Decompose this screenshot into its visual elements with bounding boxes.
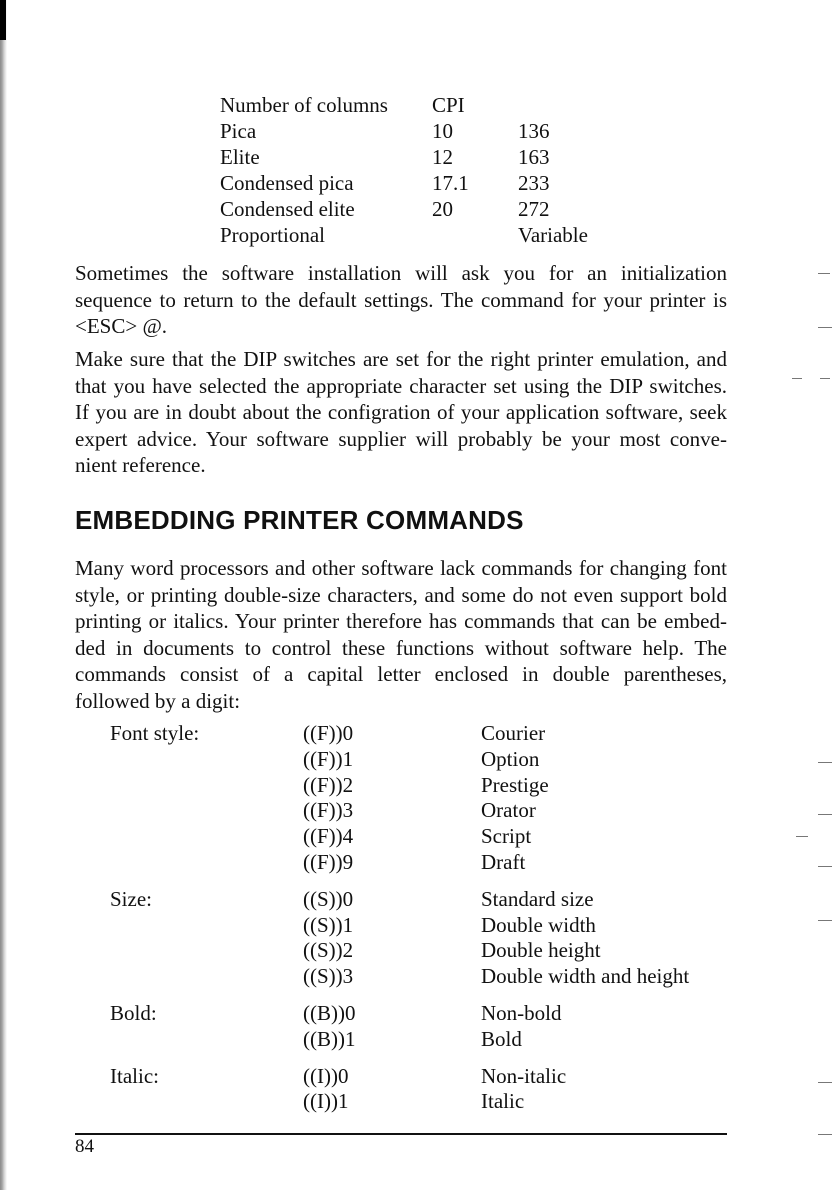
command-code: ((F))9 — [303, 849, 354, 874]
command-row — [110, 798, 741, 824]
scan-margin-tick — [818, 273, 830, 274]
text-line: followed by a digit: — [75, 688, 241, 713]
cpi-table-row — [220, 196, 628, 222]
command-description: Orator — [481, 798, 536, 823]
scan-binding-mark — [0, 0, 6, 40]
scan-margin-tick — [820, 378, 830, 379]
command-code: ((I))1 — [303, 1089, 349, 1114]
command-description: Italic — [481, 1089, 525, 1114]
page-number: 84 — [75, 1136, 94, 1157]
cpi-row-cpi: 10 — [432, 119, 453, 143]
scan-binding-edge — [0, 0, 7, 1190]
text-line: nient reference. — [75, 453, 206, 477]
cpi-table-row — [220, 170, 628, 196]
text-line: sequence to return to the default settings. The command for your printer is — [75, 287, 727, 312]
text-line: ded in documents to control these functions without software help. The — [75, 635, 727, 660]
command-description: Bold — [481, 1026, 522, 1051]
text-line: that you have selected the appropriate character set using the DIP switches. — [75, 373, 727, 398]
scan-margin-tick — [792, 378, 802, 379]
cpi-table-row — [220, 222, 628, 248]
command-code: ((F))0 — [303, 721, 354, 745]
paragraph-dip-switches — [75, 346, 727, 479]
command-description: Non-italic — [481, 1063, 567, 1088]
command-code: ((S))0 — [303, 886, 354, 911]
cpi-table — [220, 92, 628, 248]
cpi-row-label: Condensed pica — [220, 171, 354, 195]
command-description: Double height — [481, 938, 601, 963]
command-code: ((B))0 — [303, 1000, 356, 1025]
cpi-row-columns: 163 — [518, 145, 550, 169]
command-code: ((B))1 — [303, 1026, 356, 1051]
cpi-row-columns: Variable — [518, 223, 588, 247]
command-row — [110, 1064, 741, 1090]
text-line: expert advice. Your software supplier will probably be your most conve- — [75, 426, 727, 451]
command-group-label: Bold: — [110, 1000, 157, 1025]
command-row — [110, 824, 741, 850]
command-group-label: Size: — [110, 886, 152, 911]
command-table — [110, 721, 741, 1126]
command-group-size — [110, 887, 741, 990]
scan-margin-tick — [818, 1082, 832, 1083]
cpi-row-cpi: 12 — [432, 145, 453, 169]
command-row — [110, 913, 741, 939]
section-heading: EMBEDDING PRINTER COMMANDS — [75, 505, 524, 535]
command-description: Draft — [481, 849, 526, 874]
footer-rule — [75, 1133, 727, 1135]
command-code: ((F))2 — [303, 772, 354, 797]
command-description: Courier — [481, 721, 546, 745]
command-description: Prestige — [481, 772, 549, 797]
command-description: Standard size — [481, 886, 594, 911]
cpi-table-header — [220, 92, 628, 118]
scan-margin-tick — [818, 762, 832, 763]
command-code: ((I))0 — [303, 1063, 349, 1088]
text-line: Sometimes the software installation will ask you for an initialization — [75, 261, 727, 285]
command-row — [110, 1089, 741, 1115]
command-row — [110, 747, 741, 773]
command-group-font-style — [110, 721, 741, 876]
text-line: <ESC> @. — [75, 314, 168, 338]
cpi-table-row — [220, 144, 628, 170]
text-line: Make sure that the DIP switches are set for the right printer emulation, and — [75, 347, 727, 371]
text-line: Many word processors and other software lack commands for changing font — [75, 556, 727, 580]
cpi-header-columns — [518, 92, 628, 118]
cpi-table-row — [220, 118, 628, 144]
text-line: commands consist of a capital letter enclosed in double parentheses, — [75, 662, 727, 686]
scan-margin-tick — [818, 920, 832, 921]
cpi-row-label: Pica — [220, 119, 257, 143]
cpi-row-cpi — [432, 222, 518, 248]
scan-margin-tick — [818, 814, 832, 815]
scan-margin-tick — [818, 866, 832, 867]
cpi-row-label: Elite — [220, 145, 260, 169]
text-line: If you are in doubt about the configration of your application software, seek — [75, 400, 727, 424]
command-row — [110, 773, 741, 799]
command-group-label: Font style: — [110, 721, 200, 745]
command-row — [110, 938, 741, 964]
cpi-row-columns: 272 — [518, 197, 550, 221]
command-code: ((F))3 — [303, 798, 354, 823]
command-code: ((S))3 — [303, 964, 354, 989]
command-row — [110, 721, 741, 747]
command-group-label: Italic: — [110, 1063, 159, 1088]
command-code: ((S))2 — [303, 938, 354, 963]
command-description: Option — [481, 746, 540, 771]
command-description: Double width — [481, 912, 596, 937]
cpi-row-label: Proportional — [220, 223, 325, 247]
cpi-row-label: Condensed elite — [220, 197, 355, 221]
command-group-italic — [110, 1064, 741, 1116]
scan-margin-tick — [818, 1134, 832, 1135]
command-code: ((S))1 — [303, 912, 354, 937]
command-code: ((F))4 — [303, 824, 354, 849]
paragraph-embedding-commands — [75, 555, 727, 714]
command-row — [110, 1001, 741, 1027]
paragraph-initialization — [75, 260, 727, 340]
cpi-row-cpi: 17.1 — [432, 171, 469, 195]
command-row — [110, 1027, 741, 1053]
cpi-header-label: Number of columns — [220, 93, 388, 117]
command-description: Non-bold — [481, 1000, 562, 1025]
cpi-row-columns: 233 — [518, 171, 550, 195]
command-row — [110, 887, 741, 913]
scan-margin-tick — [796, 836, 808, 837]
text-line: style, or printing double-size characters, and some do not even support bold — [75, 582, 727, 607]
command-code: ((F))1 — [303, 746, 354, 771]
cpi-row-cpi: 20 — [432, 197, 453, 221]
scan-margin-tick — [818, 327, 832, 328]
command-description: Double width and height — [481, 964, 690, 989]
text-line: printing or italics. Your printer therefore has commands that can be embed- — [75, 609, 727, 633]
command-row — [110, 964, 741, 990]
cpi-header-cpi: CPI — [432, 93, 465, 117]
cpi-row-columns: 136 — [518, 119, 550, 143]
command-row — [110, 850, 741, 876]
command-group-bold — [110, 1001, 741, 1053]
command-description: Script — [481, 824, 532, 849]
